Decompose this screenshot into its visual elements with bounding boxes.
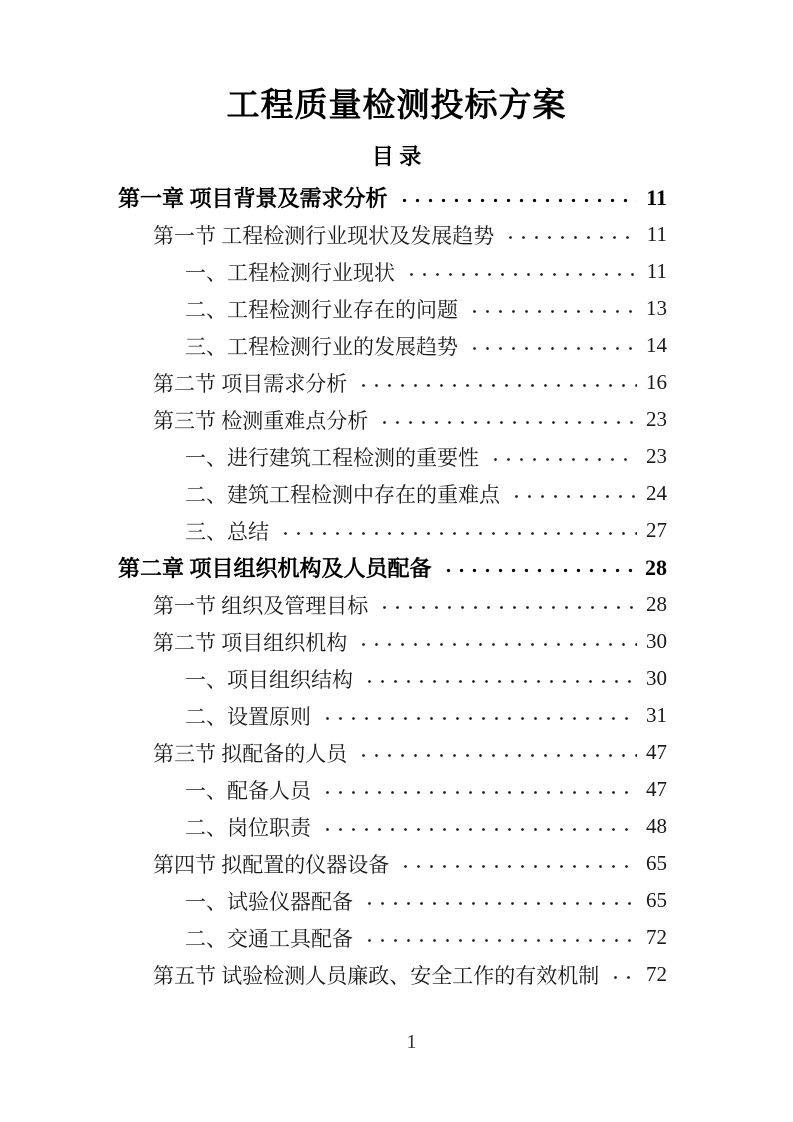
toc-entry[interactable] (118, 327, 667, 364)
toc-entry[interactable] (118, 475, 667, 512)
toc-entry[interactable] (118, 956, 667, 993)
toc-entry[interactable] (118, 512, 667, 549)
toc-leader-dots (376, 409, 637, 430)
toc-entry-page-number: 11 (646, 184, 667, 210)
toc-entry-page-number: 14 (646, 333, 667, 357)
toc-leader-dots (502, 224, 637, 245)
toc-entry[interactable] (118, 808, 667, 845)
toc-entry-label: 一、进行建筑工程检测的重要性 (185, 445, 479, 470)
toc-entry-page-number: 11 (646, 222, 667, 246)
toc-entry-page-number: 72 (646, 925, 667, 949)
toc-leader-dots (319, 705, 637, 726)
toc-leader-dots (355, 372, 637, 393)
toc-entry-label: 第一节 工程检测行业现状及发展趋势 (153, 223, 495, 248)
toc-entry-label: 第二节 项目组织机构 (153, 630, 348, 655)
toc-leader-dots (607, 964, 637, 985)
toc-entry-page-number: 30 (646, 629, 667, 653)
toc-entry-page-number: 65 (646, 888, 667, 912)
toc-entry-label: 二、设置原则 (185, 704, 311, 729)
toc-entry[interactable] (118, 919, 667, 956)
toc-leader-dots (355, 631, 637, 652)
toc-leader-dots (376, 594, 637, 615)
toc-entry[interactable] (118, 882, 667, 919)
toc-entry-page-number: 23 (646, 407, 667, 431)
toc-leader-dots (319, 816, 637, 837)
toc-entry-label: 第三节 拟配备的人员 (153, 741, 348, 766)
toc-entry[interactable] (118, 697, 667, 734)
document-title: 工程质量检测投标方案 (226, 88, 567, 124)
toc-entry-page-number: 28 (645, 554, 667, 580)
toc-entry-label: 第五节 试验检测人员廉政、安全工作的有效机制 (153, 963, 600, 988)
toc-entry[interactable] (118, 401, 667, 438)
toc-leader-dots (440, 557, 637, 578)
toc-entry-label: 第三节 检测重难点分析 (153, 408, 369, 433)
toc-entry-page-number: 65 (646, 851, 667, 875)
toc-leader-dots (508, 483, 637, 504)
toc-entry-page-number: 11 (646, 259, 667, 283)
toc-entry-page-number: 47 (646, 777, 667, 801)
toc-entry-page-number: 23 (646, 444, 667, 468)
toc-entry-page-number: 13 (646, 296, 667, 320)
toc-leader-dots (277, 520, 637, 541)
toc-leader-dots (466, 335, 637, 356)
toc-leader-dots (397, 853, 637, 874)
toc-entry-page-number: 30 (646, 666, 667, 690)
toc-entry-page-number: 27 (646, 518, 667, 542)
toc-entry[interactable] (118, 253, 667, 290)
toc-heading: 目 录 (371, 144, 422, 169)
footer-page-number: 1 (406, 1031, 417, 1053)
toc-entry-page-number: 24 (646, 481, 667, 505)
toc-entry[interactable] (118, 179, 667, 216)
toc-entry-label: 第一节 组织及管理目标 (153, 593, 369, 618)
toc-entry[interactable] (118, 734, 667, 771)
toc-entry-label: 三、工程检测行业的发展趋势 (185, 334, 458, 359)
toc-entry-page-number: 47 (646, 740, 667, 764)
toc-entry[interactable] (118, 216, 667, 253)
toc-entry[interactable] (118, 623, 667, 660)
toc-leader-dots (487, 446, 637, 467)
toc-leader-dots (361, 890, 637, 911)
toc-leader-dots (396, 187, 637, 208)
toc-entry-label: 一、工程检测行业现状 (185, 260, 395, 285)
toc-entry[interactable] (118, 845, 667, 882)
page-footer (0, 1031, 793, 1054)
toc-entry-label: 二、工程检测行业存在的问题 (185, 297, 458, 322)
toc-entry-page-number: 72 (646, 962, 667, 986)
toc-entry-label: 二、建筑工程检测中存在的重难点 (185, 482, 500, 507)
toc-leader-dots (466, 298, 637, 319)
toc-entry-label: 二、交通工具配备 (185, 926, 353, 951)
toc-leader-dots (361, 927, 637, 948)
toc-leader-dots (361, 668, 637, 689)
toc-entry[interactable] (118, 364, 667, 401)
toc-entry-page-number: 28 (646, 592, 667, 616)
toc-entry[interactable] (118, 290, 667, 327)
toc-entry-label: 二、岗位职责 (185, 815, 311, 840)
toc-entry[interactable] (118, 660, 667, 697)
toc-entry-label: 第二章 项目组织机构及人员配备 (118, 556, 432, 581)
toc-entry-label: 一、项目组织结构 (185, 667, 353, 692)
toc-entry[interactable] (118, 771, 667, 808)
toc-entry-label: 第二节 项目需求分析 (153, 371, 348, 396)
toc-entry[interactable] (118, 586, 667, 623)
toc-list (118, 179, 667, 993)
toc-entry-page-number: 16 (646, 370, 667, 394)
toc-leader-dots (319, 779, 637, 800)
toc-entry-label: 三、总结 (185, 519, 269, 544)
toc-entry-label: 一、试验仪器配备 (185, 889, 353, 914)
toc-entry-page-number: 31 (646, 703, 667, 727)
toc-entry[interactable] (118, 438, 667, 475)
toc-leader-dots (403, 261, 637, 282)
toc-entry-page-number: 48 (646, 814, 667, 838)
toc-entry[interactable] (118, 549, 667, 586)
toc-leader-dots (355, 742, 637, 763)
toc-entry-label: 第一章 项目背景及需求分析 (118, 186, 388, 211)
toc-entry-label: 第四节 拟配置的仪器设备 (153, 852, 390, 877)
toc-entry-label: 一、配备人员 (185, 778, 311, 803)
